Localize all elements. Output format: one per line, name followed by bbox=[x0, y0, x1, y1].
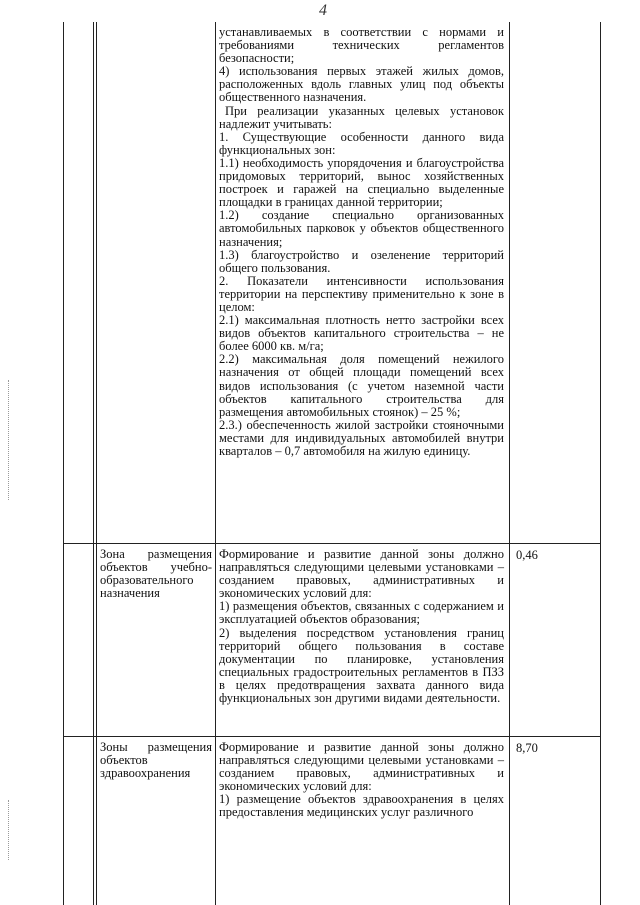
table-row bbox=[219, 26, 504, 458]
row-text: 2) выделения посредством установления границ территорий общего пользования в составе документации по планировке, установления специальных градостроительных регламентов в ПЗЗ в целях предотвращения захвата данного вида функциональных зон другими видами деятельности. bbox=[219, 625, 504, 706]
row-text: 1.1) необходимость упорядочения и благоустройства придомовых территорий, вынос хозяйственных построек и гаражей на специально выделенные площадки в границах данной территории; bbox=[219, 155, 504, 210]
row-text: При реализации указанных целевых установок надлежит учитывать: bbox=[219, 103, 504, 131]
table-column-divider bbox=[93, 22, 94, 905]
row-text: 2.1) максимальная плотность нетто застройки всех видов объектов капитального строительства – не более 6000 кв. м/га; bbox=[219, 313, 504, 354]
row-divider bbox=[63, 736, 601, 737]
row-text: 1) размещение объектов здравоохранения в целях предоставления медицинских услуг различного bbox=[219, 792, 504, 820]
zone-area-value: 8,70 bbox=[516, 741, 538, 755]
row-text: 4) использования первых этажей жилых домов, расположенных вдоль главных улиц под объекты общественного назначения. bbox=[219, 64, 504, 105]
zone-name: Зоны размещения объектов здравоохранения bbox=[100, 740, 212, 781]
table-row bbox=[219, 741, 504, 820]
table-row bbox=[219, 548, 504, 705]
row-text: Формирование и развитие данной зоны должно направляться следующими целевыми установками – созданием правовых, административных и экономических условий для: bbox=[219, 547, 504, 601]
table-border-left bbox=[63, 22, 64, 905]
row-text: 1.2) создание специально организованных автомобильных парковок у объектов общественного назначения; bbox=[219, 208, 504, 249]
zone-area-value: 0,46 bbox=[516, 548, 538, 562]
row-divider bbox=[63, 543, 601, 544]
row-text: 2. Показатели интенсивности использования территории на перспективу применительно к зоне в целом: bbox=[219, 273, 504, 314]
table-border-right bbox=[600, 22, 601, 905]
page-number: 4 bbox=[319, 2, 327, 19]
row-text: Формирование и развитие данной зоны должно направляться следующими целевыми установками – созданием правовых, административных и экономических условий для: bbox=[219, 740, 504, 794]
zones-table bbox=[63, 22, 601, 905]
table-column-divider bbox=[509, 22, 510, 905]
row-text: 1. Существующие особенности данного вида функциональных зон: bbox=[219, 129, 504, 157]
scan-edge-mark bbox=[8, 380, 10, 500]
row-text: 1) размещения объектов, связанных с содержанием и эксплуатацией объектов образования; bbox=[219, 599, 504, 627]
zone-name: Зона размещения объектов учебно-образовательного назначения bbox=[100, 547, 212, 601]
table-column-divider bbox=[215, 22, 216, 905]
row-text: устанавливаемых в соответствии с нормами и требованиями технических регламентов безопасности; bbox=[219, 25, 504, 66]
row-text: 1.3) благоустройство и озеленение территорий общего пользования. bbox=[219, 247, 504, 275]
row-text: 2.3.) обеспеченность жилой застройки стояночными местами для индивидуальных автомобилей внутри кварталов – 0,7 автомобиля на жилую единицу. bbox=[219, 417, 504, 458]
table-column-divider bbox=[96, 22, 97, 905]
scan-edge-mark bbox=[8, 800, 10, 860]
row-text: 2.2) максимальная доля помещений нежилого назначения от общей площади помещений всех видов использования (с учетом наземной части объектов капитального строительства для размещения автомобильных стоянок) – 25 %; bbox=[219, 352, 504, 419]
